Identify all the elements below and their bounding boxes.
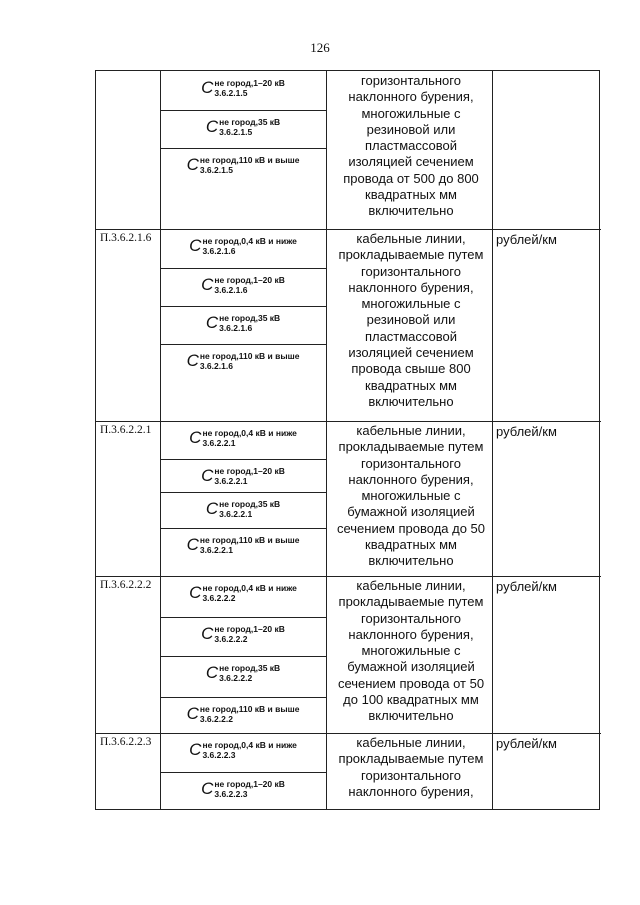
formula-symbol: C xyxy=(205,313,219,332)
unit-label: рублей/км xyxy=(496,579,557,594)
formula-subscript: 3.6.2.2.3 xyxy=(214,789,248,799)
cost-formula xyxy=(160,148,326,182)
formula-symbol: C xyxy=(189,236,202,255)
formula-superscript: не город,110 кВ и выше xyxy=(199,535,300,545)
formula-subscript: 3.6.2.2.3 xyxy=(202,750,236,760)
formula-superscript: не город,35 кВ xyxy=(219,313,281,323)
cost-formula xyxy=(160,421,326,455)
item-code: П.3.6.2.2.1 xyxy=(100,424,152,436)
formula-symbol: C xyxy=(201,78,214,97)
cost-formula xyxy=(160,617,326,651)
formula-subscript: 3.6.2.2.2 xyxy=(199,714,233,724)
formula-superscript: не город,1–20 кВ xyxy=(214,275,285,285)
formula-symbol: C xyxy=(201,779,214,798)
formula-subscript: 3.6.2.1.6 xyxy=(202,246,236,256)
formula-superscript: не город,110 кВ и выше xyxy=(199,704,300,714)
cost-formula xyxy=(160,229,326,263)
cost-formula xyxy=(160,459,326,493)
item-code: П.3.6.2.1.6 xyxy=(100,232,152,244)
formula-scripts xyxy=(202,583,296,603)
formula-superscript: не город,1–20 кВ xyxy=(214,779,285,789)
formula-subscript: 3.6.2.1.5 xyxy=(199,165,233,175)
formula-symbol: C xyxy=(201,275,214,294)
formula-superscript: не город,110 кВ и выше xyxy=(199,351,300,361)
formula-scripts xyxy=(219,117,280,137)
cost-formula xyxy=(160,697,326,731)
formula-superscript: не город,1–20 кВ xyxy=(214,624,285,634)
formula-superscript: не город,0,4 кВ и ниже xyxy=(202,583,297,593)
formula-symbol: C xyxy=(189,428,202,447)
formula-symbol: C xyxy=(186,155,199,174)
column-divider xyxy=(492,71,493,809)
cost-formula xyxy=(160,306,326,340)
formula-symbol: C xyxy=(186,535,199,554)
formula-subscript: 3.6.2.2.1 xyxy=(202,438,236,448)
formula-subscript: 3.6.2.2.2 xyxy=(219,673,253,683)
formula-scripts xyxy=(214,275,285,295)
item-code: П.3.6.2.2.2 xyxy=(100,579,152,591)
unit-label: рублей/км xyxy=(496,232,557,247)
formula-symbol: C xyxy=(186,351,199,370)
unit-label: рублей/км xyxy=(496,736,557,751)
description-text: кабельные линии, прокладываемые путем горизонтального наклонного бурения, xyxy=(338,735,484,799)
formula-symbol: C xyxy=(205,663,219,682)
tariff-table xyxy=(95,70,600,810)
formula-subscript: 3.6.2.2.2 xyxy=(202,593,236,603)
formula-superscript: не город,35 кВ xyxy=(219,499,281,509)
formula-subscript: 3.6.2.1.5 xyxy=(214,88,248,98)
formula-superscript: не город,35 кВ xyxy=(219,663,281,673)
formula-symbol: C xyxy=(189,740,202,759)
formula-scripts xyxy=(200,535,300,555)
formula-superscript: не город,1–20 кВ xyxy=(214,78,285,88)
unit-label: рублей/км xyxy=(496,424,557,439)
cost-formula xyxy=(160,71,326,105)
column-divider xyxy=(326,71,327,809)
cost-formula xyxy=(160,576,326,610)
formula-subscript: 3.6.2.2.1 xyxy=(199,545,233,555)
formula-scripts xyxy=(202,236,296,256)
cost-formula xyxy=(160,772,326,806)
formula-superscript: не город,0,4 кВ и ниже xyxy=(202,428,297,438)
description-text: кабельные линии, прокладываемые путем горизонтального наклонного бурения, многожильные с бумажной изоляцией сечением провода до 50 квадратных мм включительно xyxy=(336,423,486,569)
cost-formula xyxy=(160,110,326,144)
cost-formula xyxy=(160,492,326,526)
formula-subscript: 3.6.2.2.1 xyxy=(214,476,248,486)
formula-symbol: C xyxy=(205,499,219,518)
cost-formula xyxy=(160,733,326,767)
formula-symbol: C xyxy=(205,117,219,136)
formula-scripts xyxy=(200,351,300,371)
formula-subscript: 3.6.2.2.1 xyxy=(219,509,253,519)
formula-scripts xyxy=(200,704,300,724)
formula-scripts xyxy=(219,499,280,519)
formula-scripts xyxy=(214,779,285,799)
formula-superscript: не город,35 кВ xyxy=(219,117,281,127)
formula-scripts xyxy=(214,466,285,486)
page-number: 126 xyxy=(310,40,330,55)
formula-symbol: C xyxy=(201,624,214,643)
item-code: П.3.6.2.2.3 xyxy=(100,736,152,748)
cost-formula xyxy=(160,268,326,302)
formula-scripts xyxy=(202,740,296,760)
description-text: кабельные линии, прокладываемые путем горизонтального наклонного бурения, многожильные с бумажной изоляцией сечением провода от 50 до 100 квадратных мм включительно xyxy=(337,578,485,724)
formula-superscript: не город,1–20 кВ xyxy=(214,466,285,476)
formula-symbol: C xyxy=(186,704,199,723)
formula-scripts xyxy=(214,624,285,644)
formula-scripts xyxy=(202,428,296,448)
formula-subscript: 3.6.2.1.6 xyxy=(214,285,248,295)
description-text: кабельные линии, прокладываемые путем горизонтального наклонного бурения, многожильные с резиновой или пластмассовой изоляцией сечением провода свыше 800 квадратных мм включительно xyxy=(338,231,484,409)
formula-superscript: не город,0,4 кВ и ниже xyxy=(202,236,297,246)
formula-scripts xyxy=(200,155,300,175)
cost-formula xyxy=(160,344,326,378)
formula-subscript: 3.6.2.1.5 xyxy=(219,127,253,137)
formula-symbol: C xyxy=(189,583,202,602)
formula-subscript: 3.6.2.1.6 xyxy=(199,361,233,371)
formula-superscript: не город,110 кВ и выше xyxy=(199,155,300,165)
formula-scripts xyxy=(219,313,280,333)
formula-symbol: C xyxy=(201,466,214,485)
formula-superscript: не город,0,4 кВ и ниже xyxy=(202,740,297,750)
formula-scripts xyxy=(214,78,285,98)
formula-subscript: 3.6.2.1.6 xyxy=(219,323,253,333)
cost-formula xyxy=(160,656,326,690)
formula-subscript: 3.6.2.2.2 xyxy=(214,634,248,644)
cost-formula xyxy=(160,528,326,562)
description-text: горизонтального наклонного бурения, многожильные с резиновой или пластмассовой изоляцией сечением провода от 500 до 800 квадратных мм включительно xyxy=(343,73,479,219)
formula-scripts xyxy=(219,663,280,683)
